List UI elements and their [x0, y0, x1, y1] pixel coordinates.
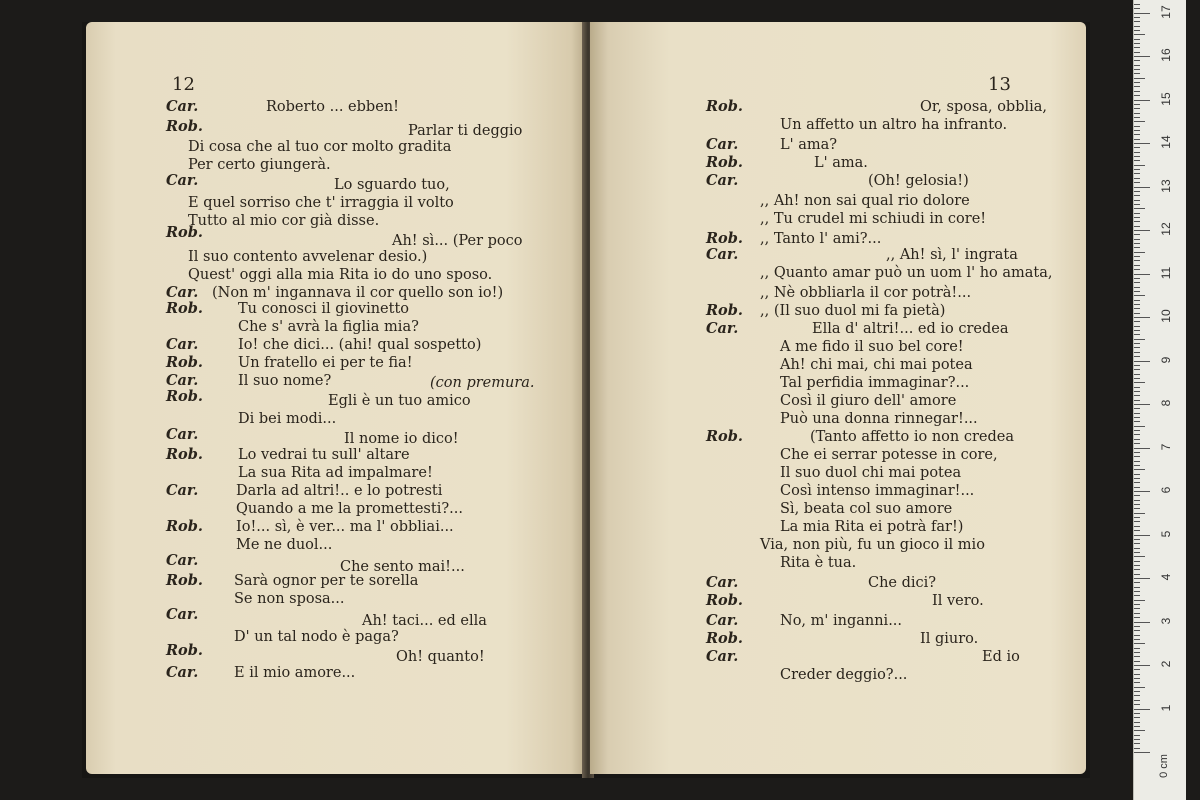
ruler-tick: [1134, 274, 1150, 275]
ruler-tick: [1134, 648, 1140, 649]
ruler-number: 2: [1159, 660, 1173, 668]
ruler-tick: [1134, 73, 1140, 74]
ruler-tick: [1134, 404, 1150, 405]
verse-line: Di bei modi...: [238, 411, 337, 427]
ruler-tick: [1134, 478, 1140, 479]
verse-line: Se non sposa...: [234, 591, 345, 607]
ruler-tick: [1134, 656, 1140, 657]
ruler-tick: [1134, 182, 1140, 183]
verse-line: ,, Quanto amar può un uom l' ho amata,: [760, 265, 1053, 281]
verse-line: Ah! chi mai, chi mai potea: [780, 357, 973, 373]
verse-line: Quest' oggi alla mia Rita io do uno sposo.: [188, 267, 493, 283]
verse-line: Il suo nome?: [238, 373, 332, 389]
ruler-tick: [1134, 217, 1140, 218]
speaker-label: Car.: [166, 336, 199, 353]
ruler-tick: [1134, 456, 1140, 457]
ruler-number: 16: [1159, 48, 1173, 62]
ruler-tick: [1134, 13, 1150, 14]
speaker-label: Rob.: [166, 446, 203, 463]
ruler-tick: [1134, 622, 1150, 623]
ruler-tick: [1134, 461, 1140, 462]
verse-line: Roberto ... ebben!: [266, 99, 399, 115]
ruler-tick: [1134, 726, 1140, 727]
ruler-tick: [1134, 165, 1145, 166]
ruler-tick: [1134, 21, 1140, 22]
ruler-tick: [1134, 343, 1140, 344]
ruler-tick: [1134, 552, 1140, 553]
verse-line: L' ama.: [814, 155, 868, 171]
ruler-tick: [1134, 26, 1140, 27]
ruler-tick: [1134, 334, 1140, 335]
ruler-tick: [1134, 387, 1140, 388]
verse-line: Così il giuro dell' amore: [780, 393, 957, 409]
ruler-tick: [1134, 517, 1140, 518]
ruler-tick: [1134, 374, 1140, 375]
verse-line: Il suo duol chi mai potea: [780, 465, 962, 481]
ruler-tick: [1134, 561, 1140, 562]
ruler-tick: [1134, 91, 1140, 92]
verse-line: Ed io: [982, 649, 1020, 665]
verse-line: Rita è tua.: [780, 555, 857, 571]
speaker-label: Car.: [166, 482, 199, 499]
ruler-tick: [1134, 265, 1140, 266]
ruler-tick: [1134, 482, 1140, 483]
ruler-tick: [1134, 574, 1140, 575]
right-page: [590, 22, 1086, 774]
verse-line: Io!... sì, è ver... ma l' obbliai...: [236, 519, 454, 535]
verse-line: Che ei serrar potesse in core,: [780, 447, 998, 463]
speaker-label: Car.: [166, 372, 199, 389]
ruler-tick: [1134, 539, 1140, 540]
ruler-tick: [1134, 34, 1145, 35]
verse-line: ,, (Il suo duol mi fa pietà): [760, 303, 946, 319]
ruler-tick: [1134, 487, 1140, 488]
verse-line: La sua Rita ad impalmare!: [238, 465, 433, 481]
verse-line: Il nome io dico!: [344, 431, 459, 447]
ruler-tick: [1134, 578, 1150, 579]
verse-line: Tu conosci il giovinetto: [238, 301, 410, 317]
ruler-number: 9: [1159, 356, 1173, 363]
verse-line: ,, Tu crudel mi schiudi in core!: [760, 211, 987, 227]
measurement-ruler: [1133, 0, 1186, 800]
speaker-label: Car.: [706, 172, 739, 189]
ruler-tick: [1134, 626, 1140, 627]
ruler-tick: [1134, 417, 1140, 418]
ruler-number: 5: [1159, 530, 1173, 537]
speaker-label: Rob.: [166, 518, 203, 535]
ruler-tick: [1134, 287, 1140, 288]
verse-line: Sì, beata col suo amore: [780, 501, 953, 517]
ruler-tick: [1134, 300, 1140, 301]
verse-line: Per certo giungerà.: [188, 157, 331, 173]
ruler-tick: [1134, 134, 1140, 135]
ruler-tick: [1134, 169, 1140, 170]
ruler-tick: [1134, 95, 1140, 96]
speaker-label: Car.: [166, 426, 199, 443]
ruler-tick: [1134, 178, 1140, 179]
verse-line: Il vero.: [932, 593, 984, 609]
ruler-tick: [1134, 682, 1140, 683]
ruler-tick: [1134, 426, 1145, 427]
ruler-tick: [1134, 513, 1145, 514]
ruler-tick: [1134, 535, 1150, 536]
ruler-tick: [1134, 695, 1140, 696]
ruler-tick: [1134, 361, 1150, 362]
ruler-tick: [1134, 691, 1140, 692]
ruler-tick: [1134, 230, 1150, 231]
ruler-tick: [1134, 556, 1145, 557]
ruler-tick: [1134, 378, 1140, 379]
verse-line: Che s' avrà la figlia mia?: [238, 319, 419, 335]
verse-line: Creder deggio?...: [780, 667, 908, 683]
ruler-tick: [1134, 56, 1150, 57]
ruler-tick: [1134, 713, 1140, 714]
ruler-tick: [1134, 661, 1140, 662]
verse-line: Un affetto un altro ha infranto.: [780, 117, 1008, 133]
ruler-tick: [1134, 243, 1140, 244]
ruler-tick: [1134, 39, 1140, 40]
verse-line: Che dici?: [868, 575, 937, 591]
speaker-label: Car.: [166, 606, 199, 623]
ruler-number: 15: [1159, 91, 1173, 106]
speaker-label: Rob.: [166, 354, 203, 371]
speaker-label: Car.: [166, 98, 199, 115]
ruler-number: 11: [1159, 266, 1173, 279]
ruler-tick: [1134, 326, 1140, 327]
verse-line: Può una donna rinnegar!...: [780, 411, 978, 427]
verse-line: Tutto al mio cor già disse.: [188, 213, 380, 229]
speaker-label: Car.: [166, 552, 199, 569]
ruler-number: 14: [1159, 135, 1173, 149]
verse-line: La mia Rita ei potrà far!): [780, 519, 964, 535]
speaker-label: Car.: [706, 320, 739, 337]
ruler-tick: [1134, 739, 1140, 740]
ruler-tick: [1134, 191, 1140, 192]
verse-line: Lo vedrai tu sull' altare: [238, 447, 410, 463]
verse-line: Sarà ognor per te sorella: [234, 573, 419, 589]
ruler-tick: [1134, 82, 1140, 83]
page-number-right: 13: [988, 74, 1011, 95]
speaker-label: Rob.: [166, 118, 203, 135]
verse-line: Quando a me la promettesti?...: [236, 501, 463, 517]
ruler-number: 4: [1159, 573, 1173, 581]
ruler-tick: [1134, 69, 1140, 70]
ruler-tick: [1134, 295, 1145, 296]
ruler-tick: [1134, 208, 1145, 209]
speaker-label: Rob.: [166, 642, 203, 659]
verse-line: Che sento mai!...: [340, 559, 465, 575]
ruler-tick: [1134, 213, 1140, 214]
ruler-tick: [1134, 591, 1140, 592]
verse-line: E quel sorriso che t' irraggia il volto: [188, 195, 454, 211]
ruler-tick: [1134, 204, 1140, 205]
ruler-number: 10: [1159, 309, 1173, 323]
ruler-tick: [1134, 17, 1140, 18]
ruler-tick: [1134, 382, 1145, 383]
ruler-tick: [1134, 256, 1140, 257]
ruler-tick: [1134, 717, 1140, 718]
ruler-tick: [1134, 587, 1140, 588]
ruler-tick: [1134, 500, 1140, 501]
ruler-tick: [1134, 60, 1140, 61]
speaker-label: Car.: [166, 284, 199, 301]
ruler-tick: [1134, 86, 1140, 87]
ruler-number: 12: [1159, 222, 1173, 236]
speaker-label: Car.: [706, 574, 739, 591]
ruler-number: 3: [1159, 617, 1173, 624]
verse-line: Di cosa che al tuo cor molto gradita: [188, 139, 452, 155]
ruler-tick: [1134, 504, 1140, 505]
ruler-tick: [1134, 548, 1140, 549]
ruler-tick: [1134, 443, 1140, 444]
ruler-tick: [1134, 391, 1140, 392]
ruler-tick: [1134, 313, 1140, 314]
verse-line: Ella d' altri!... ed io credea: [812, 321, 1009, 337]
ruler-tick: [1134, 569, 1140, 570]
verse-line: A me fido il suo bel core!: [780, 339, 964, 355]
ruler-tick: [1134, 630, 1140, 631]
ruler-tick: [1134, 474, 1140, 475]
speaker-label: Rob.: [706, 98, 743, 115]
speaker-label: Car.: [706, 612, 739, 629]
speaker-label: Rob.: [166, 300, 203, 317]
open-book: [82, 22, 1090, 778]
verse-line: L' ama?: [780, 137, 838, 153]
ruler-tick: [1134, 104, 1140, 105]
ruler-tick: [1134, 226, 1140, 227]
ruler-tick: [1134, 78, 1145, 79]
ruler-number: 13: [1159, 178, 1173, 193]
ruler-tick: [1134, 100, 1150, 101]
ruler-tick: [1134, 652, 1140, 653]
speaker-label: Car.: [706, 246, 739, 263]
ruler-tick: [1134, 369, 1140, 370]
ruler-tick: [1134, 130, 1140, 131]
ruler-tick: [1134, 126, 1140, 127]
verse-line: (Tanto affetto io non credea: [810, 429, 1015, 445]
ruler-tick: [1134, 308, 1140, 309]
speaker-label: Rob.: [166, 572, 203, 589]
ruler-tick: [1134, 613, 1140, 614]
ruler-tick: [1134, 687, 1145, 688]
ruler-tick: [1134, 395, 1140, 396]
verse-line: Così intenso immaginar!...: [780, 483, 975, 499]
ruler-tick: [1134, 121, 1145, 122]
speaker-label: Rob.: [166, 224, 203, 241]
verse-line: (Oh! gelosia!): [868, 173, 969, 189]
ruler-tick: [1134, 722, 1140, 723]
ruler-tick: [1134, 247, 1140, 248]
ruler-tick: [1134, 748, 1140, 749]
ruler-tick: [1134, 595, 1140, 596]
verse-line: Egli è un tuo amico: [328, 393, 471, 409]
ruler-tick: [1134, 365, 1140, 366]
ruler-tick: [1134, 752, 1150, 753]
speaker-label: Rob.: [706, 630, 743, 647]
ruler-tick: [1134, 117, 1140, 118]
ruler-tick: [1134, 356, 1140, 357]
ruler-tick: [1134, 317, 1150, 318]
ruler-tick: [1134, 704, 1140, 705]
speaker-label: Car.: [166, 664, 199, 681]
ruler-tick: [1134, 735, 1140, 736]
speaker-label: Rob.: [706, 428, 743, 445]
ruler-tick: [1134, 260, 1140, 261]
speaker-label: Rob.: [706, 592, 743, 609]
page-number-left: 12: [172, 74, 195, 95]
ruler-tick: [1134, 543, 1140, 544]
ruler-tick: [1134, 491, 1150, 492]
verse-line: ,, Nè obbliarla il cor potrà!...: [760, 285, 972, 301]
speaker-label: Rob.: [706, 302, 743, 319]
ruler-tick: [1134, 143, 1150, 144]
ruler-tick: [1134, 448, 1150, 449]
verse-line: Ah! sì... (Per poco: [392, 233, 523, 249]
verse-line: Me ne duol...: [236, 537, 333, 553]
verse-line: Un fratello ei per te fia!: [238, 355, 413, 371]
ruler-tick: [1134, 469, 1145, 470]
speaker-label: Rob.: [706, 154, 743, 171]
ruler-tick: [1134, 221, 1140, 222]
ruler-tick: [1134, 526, 1140, 527]
ruler-tick: [1134, 147, 1140, 148]
ruler-tick: [1134, 339, 1145, 340]
ruler-tick: [1134, 413, 1140, 414]
ruler-tick: [1134, 30, 1140, 31]
ruler-tick: [1134, 643, 1145, 644]
ruler-tick: [1134, 239, 1140, 240]
ruler-tick: [1134, 252, 1145, 253]
ruler-tick: [1134, 604, 1140, 605]
ruler-tick: [1134, 187, 1150, 188]
ruler-number: 6: [1159, 486, 1173, 494]
ruler-tick: [1134, 608, 1140, 609]
verse-line: Tal perfidia immaginar?...: [780, 375, 970, 391]
ruler-tick: [1134, 617, 1140, 618]
ruler-tick: [1134, 743, 1140, 744]
verse-line: Lo sguardo tuo,: [334, 177, 450, 193]
ruler-tick: [1134, 108, 1140, 109]
verse-line: ,, Ah! sì, l' ingrata: [886, 247, 1018, 263]
ruler-tick: [1134, 330, 1140, 331]
ruler-tick: [1134, 52, 1140, 53]
ruler-tick: [1134, 565, 1140, 566]
ruler-tick: [1134, 152, 1140, 153]
ruler-tick: [1134, 635, 1140, 636]
verse-line: Il suo contento avvelenar desio.): [188, 249, 428, 265]
speaker-label: Rob.: [706, 230, 743, 247]
ruler-tick: [1134, 400, 1140, 401]
ruler-tick: [1134, 43, 1140, 44]
ruler-tick: [1134, 521, 1140, 522]
ruler-number: 8: [1159, 399, 1173, 407]
ruler-tick: [1134, 156, 1140, 157]
ruler-tick: [1134, 508, 1140, 509]
ruler-tick: [1134, 669, 1140, 670]
verse-line: Darla ad altri!.. e lo potresti: [236, 483, 443, 499]
speaker-label: Car.: [706, 648, 739, 665]
verse-line: Oh! quanto!: [396, 649, 485, 665]
verse-line: Io! che dici... (ahi! qual sospetto): [238, 337, 482, 353]
ruler-tick: [1134, 65, 1140, 66]
ruler-tick: [1134, 582, 1140, 583]
verse-line: Il giuro.: [920, 631, 979, 647]
verse-line: (Non m' ingannava il cor quello son io!): [212, 285, 504, 301]
ruler-tick: [1134, 434, 1140, 435]
ruler-tick: [1134, 278, 1140, 279]
left-page: [86, 22, 586, 774]
ruler-tick: [1134, 495, 1140, 496]
ruler-number: 1: [1159, 704, 1173, 711]
ruler-tick: [1134, 639, 1140, 640]
verse-line: (con premura.: [430, 375, 535, 391]
ruler-tick: [1134, 4, 1140, 5]
verse-line: ,, Tanto l' ami?...: [760, 231, 882, 247]
ruler-tick: [1134, 665, 1150, 666]
ruler-tick: [1134, 282, 1140, 283]
ruler-tick: [1134, 678, 1140, 679]
ruler-tick: [1134, 709, 1150, 710]
ruler-unit-label: 0 cm: [1157, 754, 1170, 778]
ruler-tick: [1134, 234, 1140, 235]
ruler-tick: [1134, 160, 1140, 161]
verse-line: E il mio amore...: [234, 665, 356, 681]
verse-line: Ah! taci... ed ella: [362, 613, 487, 629]
ruler-tick: [1134, 347, 1140, 348]
verse-line: D' un tal nodo è paga?: [234, 629, 399, 645]
ruler-tick: [1134, 452, 1140, 453]
verse-line: ,, Ah! non sai qual rio dolore: [760, 193, 970, 209]
ruler-tick: [1134, 195, 1140, 196]
verse-line: Parlar ti deggio: [408, 123, 523, 139]
verse-line: No, m' inganni...: [780, 613, 903, 629]
ruler-tick: [1134, 291, 1140, 292]
ruler-tick: [1134, 421, 1140, 422]
ruler-tick: [1134, 269, 1140, 270]
ruler-tick: [1134, 730, 1145, 731]
ruler-tick: [1134, 113, 1140, 114]
ruler-tick: [1134, 600, 1145, 601]
verse-line: Via, non più, fu un gioco il mio: [760, 537, 985, 553]
verse-line: Or, sposa, obblia,: [920, 99, 1048, 115]
ruler-tick: [1134, 321, 1140, 322]
ruler-tick: [1134, 200, 1140, 201]
ruler-number: 17: [1159, 4, 1173, 19]
speaker-label: Car.: [706, 136, 739, 153]
ruler-tick: [1134, 8, 1140, 9]
ruler-tick: [1134, 530, 1140, 531]
ruler-tick: [1134, 304, 1140, 305]
speaker-label: Car.: [166, 172, 199, 189]
ruler-tick: [1134, 465, 1140, 466]
ruler-tick: [1134, 173, 1140, 174]
ruler-number: 7: [1159, 443, 1173, 450]
ruler-tick: [1134, 47, 1140, 48]
ruler-tick: [1134, 700, 1140, 701]
ruler-tick: [1134, 139, 1140, 140]
ruler-tick: [1134, 439, 1140, 440]
ruler-tick: [1134, 352, 1140, 353]
speaker-label: Rob.: [166, 388, 203, 405]
ruler-tick: [1134, 430, 1140, 431]
ruler-tick: [1134, 674, 1140, 675]
ruler-tick: [1134, 408, 1140, 409]
